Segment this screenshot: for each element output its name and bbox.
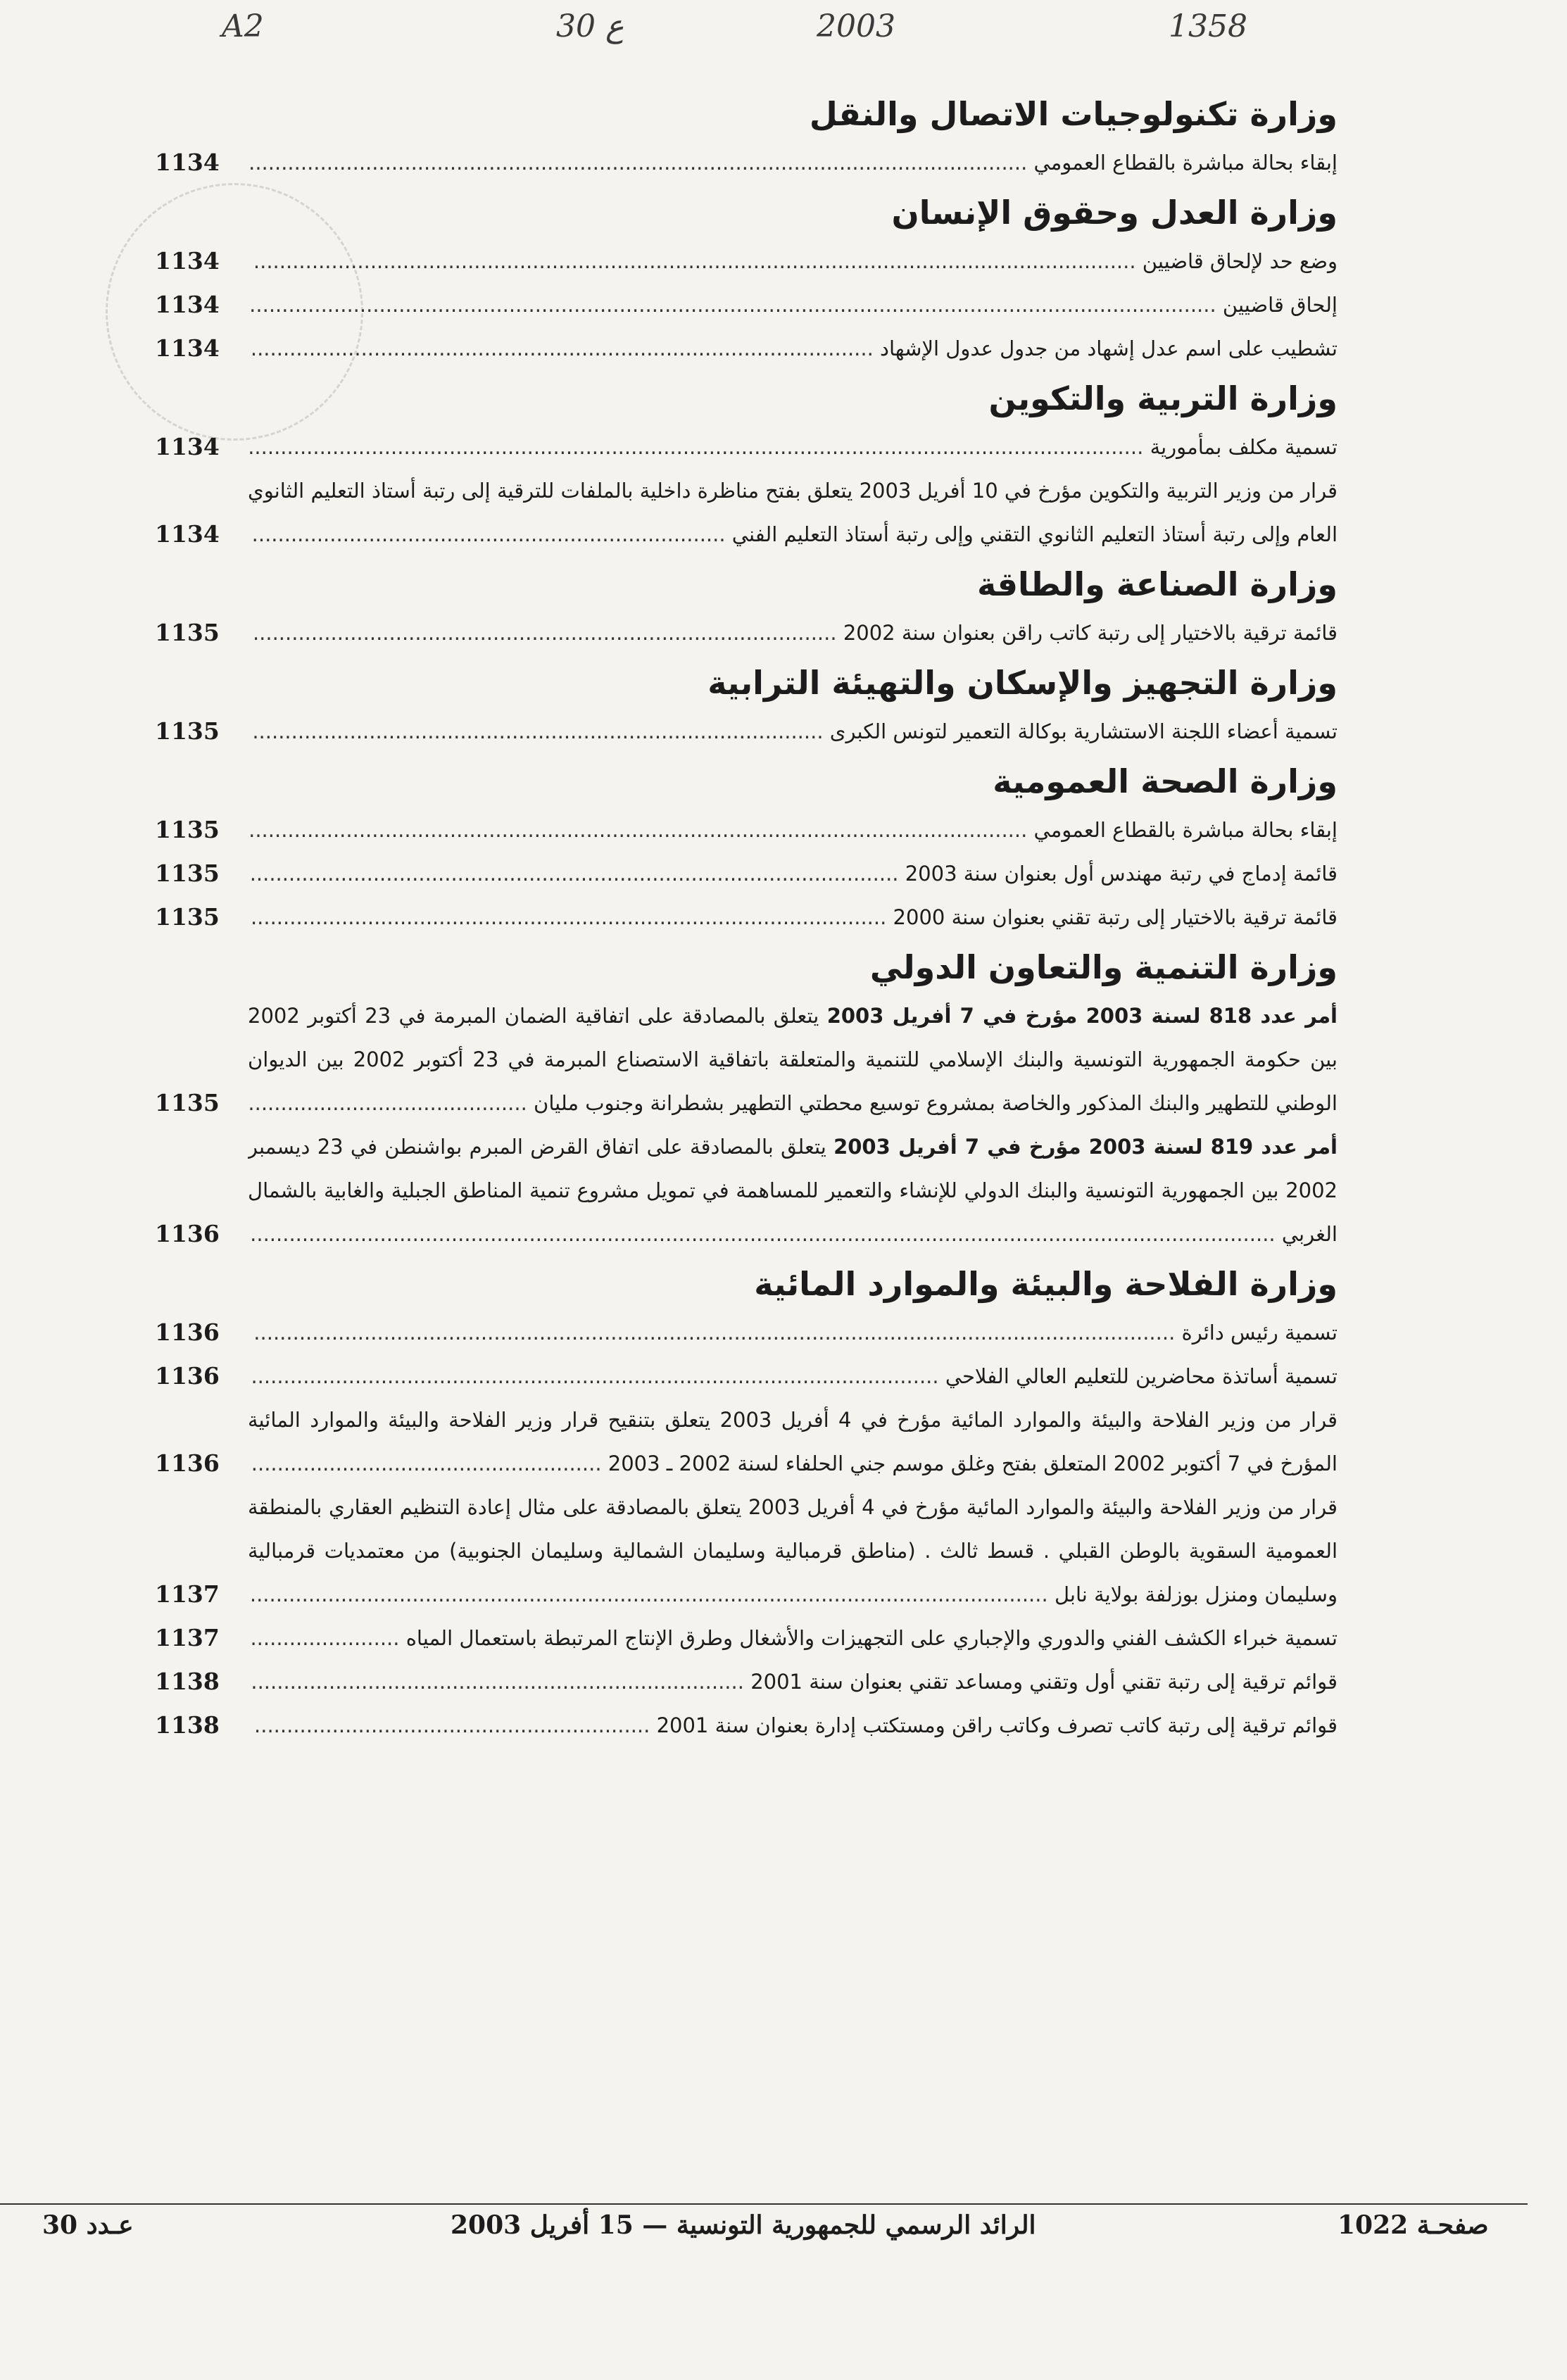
entry-page-number: 1135 — [155, 619, 220, 646]
entry-page-number: 1136 — [155, 1318, 220, 1346]
entry-text: قائمة إدماج في رتبة مهندس أول بعنوان سنة 2003 — [905, 862, 1338, 886]
toc-entry — [155, 994, 1338, 1125]
entry-page-number: 1134 — [155, 291, 220, 318]
leader-dots: ............................................................................ — [251, 1670, 751, 1694]
toc-entry — [155, 808, 1338, 852]
leader-dots: ........................................... — [248, 1091, 534, 1115]
leader-dots: ........................................................................................................................ — [248, 818, 1034, 842]
entry-text: يتعلق بالمصادقة على اتفاقية الضمان المبرمة في 23 أكتوبر 2002 بين حكومة الجمهورية التونسية والبنك الإسلامي للتنمية والمتعلقة باتفاقية الاستصناع المبرمة في 23 أكتوبر 2002 بين الديوان الوطني للتطهير والبنك المذكور والخاصة بمشروع توسيع محطتي التطهير بشطرانة وجنوب مليان — [248, 1004, 1338, 1115]
toc-entry — [155, 239, 1338, 283]
entry-text: تسمية أعضاء اللجنة الاستشارية بوكالة التعمير لتونس الكبرى — [829, 719, 1338, 743]
entry-page-number: 1135 — [155, 1089, 220, 1116]
leader-dots: ........................................................................................................................... — [249, 1582, 1055, 1606]
leader-dots: ........................................................................................................................ — [248, 151, 1034, 175]
entry-text: تسمية خبراء الكشف الفني والدوري والإجباري على التجهيزات والأشغال وطرق الإنتاج المرتبطة باستعمال المياه — [405, 1626, 1338, 1650]
toc-entry — [155, 469, 1338, 556]
entry-page-number: 1135 — [155, 860, 220, 887]
toc-entry — [155, 1485, 1338, 1616]
footer-divider — [0, 2203, 1528, 2205]
toc-entry — [155, 895, 1338, 939]
toc-entry — [155, 1398, 1338, 1485]
entry-lead: أمر عدد 818 لسنة 2003 مؤرخ في 7 أفريل 2003 — [826, 1004, 1338, 1028]
section-title: وزارة التجهيز والإسكان والتهيئة الترابية — [707, 664, 1338, 702]
entry-page-number: 1134 — [155, 247, 220, 275]
entry-text-block — [248, 1354, 1338, 1398]
section-title: وزارة التربية والتكوين — [988, 379, 1338, 417]
handwritten-annotations — [0, 8, 1567, 65]
entry-text-block — [248, 469, 1338, 556]
toc-entry — [155, 327, 1338, 370]
section-title: وزارة الفلاحة والبيئة والموارد المائية — [754, 1265, 1338, 1303]
entry-lead: أمر عدد 819 لسنة 2003 مؤرخ في 7 أفريل 2003 — [833, 1135, 1338, 1159]
entry-text-block — [248, 1311, 1338, 1354]
entry-page-number: 1137 — [155, 1624, 220, 1651]
entry-text-block — [248, 1125, 1338, 1256]
entry-text-block — [248, 808, 1338, 852]
entry-text-block — [248, 852, 1338, 895]
entry-text: تسمية رئيس دائرة — [1181, 1321, 1338, 1345]
leader-dots: .......................................................................................... — [252, 621, 843, 645]
entry-text-block — [248, 425, 1338, 469]
leader-dots: .................................................................................................. — [250, 905, 893, 929]
footer-journal-title: الرائد الرسمي للجمهورية التونسية — 15 أفريل 2003 — [451, 2210, 1036, 2240]
page-footer — [0, 2210, 1528, 2253]
entry-text: قائمة ترقية بالاختيار إلى رتبة كاتب راقن بعنوان سنة 2002 — [843, 621, 1338, 645]
leader-dots: ................................................................................................ — [250, 336, 881, 360]
entry-text-block — [248, 239, 1338, 283]
footer-page-number: صفحـة 1022 — [1338, 2210, 1489, 2240]
entry-text-block — [248, 1660, 1338, 1704]
entry-text-block — [248, 1616, 1338, 1660]
toc-entry — [155, 425, 1338, 469]
entry-text: إبقاء بحالة مباشرة بالقطاع العمومي — [1033, 818, 1338, 842]
toc-entry — [155, 852, 1338, 895]
toc-entry — [155, 141, 1338, 184]
toc-entry — [155, 1354, 1338, 1398]
entry-page-number: 1137 — [155, 1580, 220, 1608]
entry-page-number: 1136 — [155, 1220, 220, 1247]
entry-text: قرار من وزير الفلاحة والبيئة والموارد المائية مؤرخ في 4 أفريل 2003 يتعلق بتنقيح قرار وزير الفلاحة والبيئة والموارد المائية المؤرخ في 7 أكتوبر 2002 المتعلق بفتح وغلق موسم جني الحلفاء لسنة 2002 ـ 2003 — [248, 1408, 1338, 1475]
toc-entry — [155, 611, 1338, 655]
entry-text-block — [248, 1704, 1338, 1747]
section-title: وزارة التنمية والتعاون الدولي — [869, 948, 1338, 986]
entry-text-block — [248, 1485, 1338, 1616]
handwritten-number: 1358 — [1169, 8, 1247, 44]
entry-text: قائمة ترقية بالاختيار إلى رتبة تقني بعنوان سنة 2000 — [893, 905, 1338, 929]
leader-dots: ..................................................................................................................................................... — [249, 293, 1223, 317]
section-title: وزارة الصحة العمومية — [993, 762, 1338, 800]
entry-text: قوائم ترقية إلى رتبة كاتب تصرف وكاتب راقن ومستكتب إدارة بعنوان سنة 2001 — [656, 1713, 1338, 1737]
section-title: وزارة الصناعة والطاقة — [977, 565, 1338, 603]
entry-text: قرار من وزير الفلاحة والبيئة والموارد المائية مؤرخ في 4 أفريل 2003 يتعلق بالمصادقة على مثال إعادة التنظيم العقاري بالمنطقة العمومية السقوية بالوطن القبلي . قسط ثالث . (مناطق قرمبالية وسليمان الشمالية وسليمان الجنوبية) من معتمديات قرمبالية وسليمان ومنزل بوزلفة بولاية نابل — [248, 1495, 1338, 1606]
entry-text-block — [248, 141, 1338, 184]
toc-entry — [155, 1704, 1338, 1747]
footer-issue: عـدد 30 — [42, 2210, 134, 2240]
leader-dots: ...................................................... — [251, 1452, 608, 1475]
entry-text: تشطيب على اسم عدل إشهاد من جدول عدول الإشهاد — [880, 336, 1338, 360]
table-of-contents — [155, 86, 1338, 1747]
entry-text: يتعلق بالمصادقة على اتفاق القرض المبرم بواشنطن في 23 ديسمبر 2002 بين الجمهورية التونسية والبنك الدولي للإنشاء والتعمير للمساهمة في تمويل مشروع تنمية المناطق الجبلية والغابية بالشمال الغربي — [248, 1135, 1338, 1246]
entry-page-number: 1134 — [155, 433, 220, 460]
section-title: وزارة العدل وحقوق الإنسان — [891, 194, 1338, 232]
toc-entry — [155, 283, 1338, 327]
entry-text-block — [248, 895, 1338, 939]
section-title: وزارة تكنولوجيات الاتصال والنقل — [809, 95, 1338, 133]
leader-dots: .......................................................................................................................................... — [248, 435, 1150, 459]
toc-entry — [155, 1125, 1338, 1256]
entry-text: إلحاق قاضيين — [1222, 293, 1338, 317]
leader-dots: ....................... — [250, 1626, 406, 1650]
entry-text-block — [248, 283, 1338, 327]
entry-page-number: 1134 — [155, 334, 220, 362]
toc-entry — [155, 710, 1338, 753]
handwritten-year: 2003 — [817, 8, 895, 44]
entry-page-number: 1138 — [155, 1711, 220, 1739]
entry-text: تسمية أساتذة محاضرين للتعليم العالي الفلاحي — [945, 1364, 1338, 1388]
toc-entry — [155, 1616, 1338, 1660]
entry-page-number: 1135 — [155, 903, 220, 931]
entry-page-number: 1138 — [155, 1668, 220, 1695]
entry-text: تسمية مكلف بمأمورية — [1150, 435, 1338, 459]
entry-text: قرار من وزير التربية والتكوين مؤرخ في 10 أفريل 2003 يتعلق بفتح مناظرة داخلية بالملفات للترقية إلى رتبة أستاذ التعليم الثانوي العام وإلى رتبة أستاذ التعليم الثانوي التقني وإلى رتبة أستاذ التعليم الفني — [248, 479, 1338, 546]
toc-entry — [155, 1311, 1338, 1354]
leader-dots: ............................................................. — [254, 1713, 657, 1737]
entry-text-block — [248, 710, 1338, 753]
entry-text: إبقاء بحالة مباشرة بالقطاع العمومي — [1033, 151, 1338, 175]
leader-dots: .................................................................................................... — [249, 862, 905, 886]
toc-entry — [155, 1660, 1338, 1704]
entry-text-block — [248, 327, 1338, 370]
leader-dots: .......................................................................................................... — [251, 1364, 945, 1388]
handwritten-a2: A2 — [222, 8, 264, 44]
entry-page-number: 1136 — [155, 1449, 220, 1477]
leader-dots: ........................................................................................ — [252, 719, 830, 743]
entry-page-number: 1134 — [155, 149, 220, 176]
entry-text-block — [248, 1398, 1338, 1485]
entry-text: وضع حد لإلحاق قاضيين — [1142, 249, 1338, 273]
entry-page-number: 1134 — [155, 520, 220, 548]
entry-text-block — [248, 611, 1338, 655]
leader-dots: .............................................................................................................................................. — [253, 1321, 1182, 1345]
leader-dots: ......................................................................... — [251, 522, 732, 546]
entry-text: قوائم ترقية إلى رتبة تقني أول وتقني ومساعد تقني بعنوان سنة 2001 — [750, 1670, 1338, 1694]
leader-dots: .............................................................................................................................................................. — [250, 1222, 1282, 1246]
entry-page-number: 1136 — [155, 1362, 220, 1390]
handwritten-issue: 30 ع — [556, 8, 624, 44]
entry-page-number: 1135 — [155, 717, 220, 745]
entry-text-block — [248, 994, 1338, 1125]
entry-page-number: 1135 — [155, 816, 220, 843]
leader-dots: ........................................................................................................................................ — [253, 249, 1143, 273]
